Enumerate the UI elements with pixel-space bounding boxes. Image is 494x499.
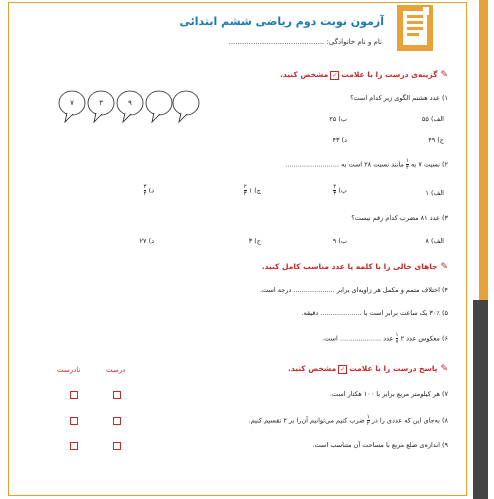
bubble-2 [87, 90, 115, 124]
pencil-icon: ✎ [440, 262, 448, 272]
q6-fraction [396, 332, 399, 345]
numerator: ۲ [243, 184, 247, 190]
q7-false-checkbox[interactable] [70, 391, 78, 399]
checkbox-check-icon: ✓ [340, 365, 346, 373]
speech-bubble-icon [145, 90, 173, 124]
bubble-value: ۹ [128, 99, 132, 107]
speech-bubble-icon [172, 90, 200, 124]
q6-text-after: عدد .................... است. [322, 334, 394, 343]
q2-option-b-label: ب) [338, 186, 347, 195]
section2-title: جاهای خالی را با کلمه یا عدد مناسب کامل کنید. [261, 262, 438, 271]
bubble-5 [172, 90, 200, 124]
denominator: ۴ [143, 191, 147, 197]
q2-option-d-label: د) [148, 186, 154, 195]
section1-heading [280, 70, 448, 80]
question-4-text: ۴) اختلاف متمم و مکمل هر زاویه‌ای برابر .................... درجه است. [260, 286, 448, 294]
question-5-text: ۵) ۳۰٪ یک ساعت برابر است با .................... دقیقه. [301, 309, 448, 317]
question-6-text [322, 332, 448, 345]
denominator: ۳ [243, 191, 247, 197]
section1-title-suffix: مشخص کنید. [280, 70, 329, 79]
q1-option-d[interactable]: د) ۴۳ [332, 136, 347, 144]
pencil-icon: ✎ [440, 70, 448, 80]
q3-option-a[interactable]: الف) ۸ [425, 237, 444, 245]
q2-text-after: مانند نسبت ۲۸ است به .......................... [285, 160, 404, 169]
section3-heading [288, 364, 448, 374]
denominator: ۳ [333, 191, 337, 197]
q2-option-a[interactable]: الف) ۱ [425, 189, 444, 197]
section3-title: پاسخ درست را با علامت [349, 364, 438, 373]
q8-true-checkbox[interactable] [113, 417, 121, 425]
q3-option-d[interactable]: د) ۲۷ [139, 237, 154, 245]
bubble-1 [58, 90, 86, 124]
q2-text-before: ۲) نسبت ۷ به [411, 160, 448, 169]
name-field-label: نام و نام خانوادگی: ........................................... [228, 38, 382, 46]
q9-false-checkbox[interactable] [70, 442, 78, 450]
q3-option-c[interactable]: ج) ۳ [248, 237, 261, 245]
question-8-text [249, 414, 448, 427]
q1-option-a[interactable]: الف) ۵۵ [421, 115, 444, 123]
question-1-text: ۱) عدد هشتم الگوی زیر کدام است؟ [350, 94, 448, 102]
q6-whole: ۲ [400, 334, 405, 343]
column-header-true: درست [106, 366, 126, 374]
column-header-false: نادرست [57, 366, 81, 374]
q8-fraction [367, 414, 370, 427]
q2-option-c-label: ج) [254, 186, 261, 195]
pencil-icon: ✎ [440, 364, 448, 374]
decorative-sidebar [467, 0, 494, 499]
section1-title: گزینه‌ی درست را با علامت [341, 70, 438, 79]
q8-false-checkbox[interactable] [70, 417, 78, 425]
document-logo-icon [397, 5, 433, 51]
numerator: ۴ [333, 184, 337, 190]
question-3-text: ۳) عدد ۸۱ مضرب کدام رقم نیست؟ [351, 214, 448, 222]
q9-true-checkbox[interactable] [113, 442, 121, 450]
q1-option-b[interactable]: ب) ۲۵ [329, 115, 347, 123]
denominator: ۷ [395, 339, 399, 345]
q2-option-c[interactable] [244, 184, 261, 197]
q2-frac-denominator: ۴ [405, 165, 409, 171]
speech-bubble-icon [58, 90, 86, 124]
speech-bubble-icon [87, 90, 115, 124]
section2-heading [262, 262, 448, 272]
q8-text-after: ضرب کنیم می‌توانیم آن‌را بر ۲ تقسیم کنیم. [248, 416, 365, 425]
bubble-4 [145, 90, 173, 124]
question-7-text: ۷) هر کیلومتر مربع برابر با ۱۰۰ هکتار است. [329, 390, 448, 398]
q2-option-c-fraction [244, 184, 247, 197]
bubble-value: ۷ [70, 99, 74, 107]
numerator: ۳ [143, 184, 147, 190]
whole: ۱ [248, 186, 253, 195]
q2-option-b-fraction [333, 184, 336, 197]
checkbox-check-icon: ✓ [332, 71, 338, 79]
q2-option-d[interactable] [144, 184, 154, 197]
speech-bubble-icon [116, 90, 144, 124]
q2-option-d-fraction [144, 184, 147, 197]
q2-frac-numerator: ۱ [405, 158, 409, 164]
numerator: ۱ [395, 332, 399, 338]
denominator: ۲ [366, 421, 370, 427]
q3-option-b[interactable]: ب) ۹ [332, 237, 347, 245]
question-9-text: ۹) اندازه‌ی ضلع مربع با مساحت آن متناسب است. [312, 441, 448, 449]
bubble-3 [116, 90, 144, 124]
q8-text-before: ۸) به‌جای این که عددی را در [371, 416, 448, 425]
numerator: ۱ [366, 414, 370, 420]
dark-stripe [473, 300, 488, 499]
exam-title: آزمون نوبت دوم ریاضی ششم ابتدائی [179, 15, 384, 28]
q1-option-c[interactable]: ج) ۴۹ [428, 136, 444, 144]
q7-true-checkbox[interactable] [113, 391, 121, 399]
bubble-value: ۳ [99, 99, 103, 107]
section3-title-suffix: مشخص کنید. [287, 364, 337, 373]
q2-option-b[interactable] [333, 184, 347, 197]
question-2-text [285, 158, 448, 171]
q6-text-before: ۶) معکوس عدد [406, 334, 448, 343]
q2-fraction [406, 158, 409, 171]
